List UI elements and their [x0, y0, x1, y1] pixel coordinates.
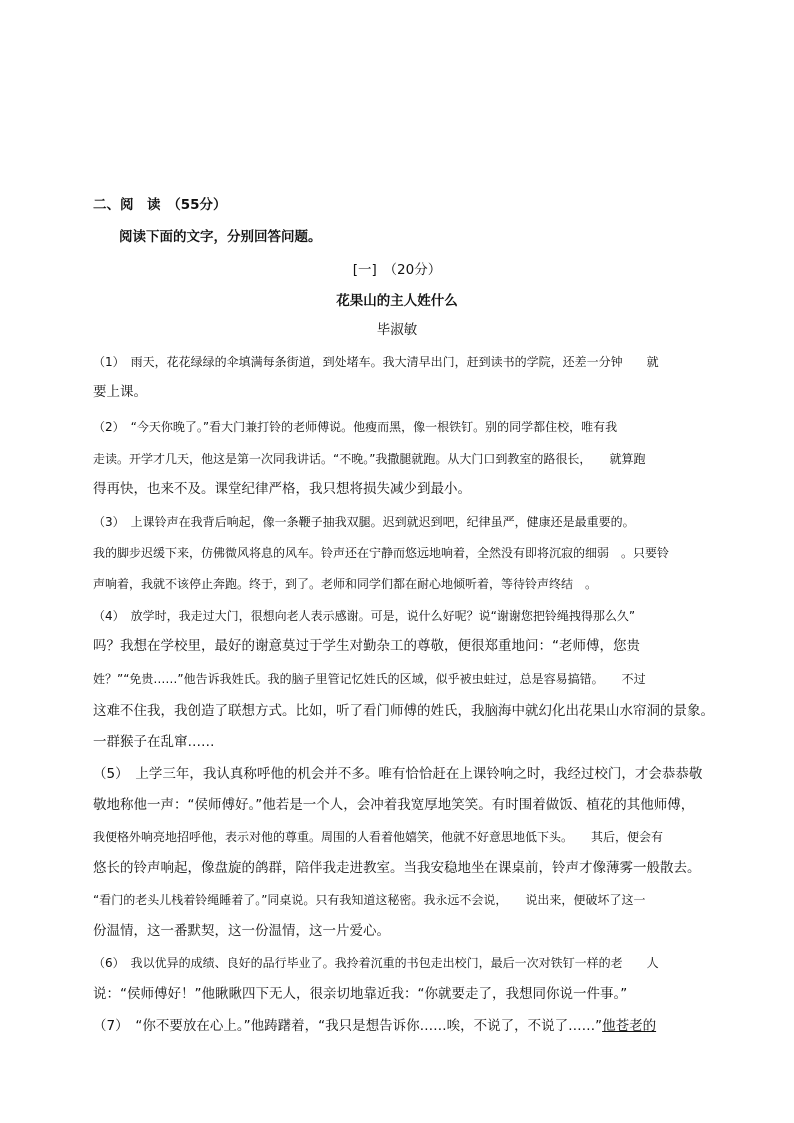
article-line-18: “看门的老头儿栈着铃绳睡着了。”同桌说。只有我知道这秘密。我永远不会说， 说出来，便破坏了这一	[93, 893, 646, 907]
section-heading: 二、阅 读 （55分）	[93, 197, 227, 213]
article-line-1: （1） 雨天，花花绿绿的伞填满每条街道，到处堵车。我大清早出门，赶到读书的学院，还差一分钟 就	[93, 355, 659, 369]
article-line-14: （5） 上学三年，我认真称呼他的机会并不多。唯有恰恰赶在上课铃响之时，我经过校门，才会恭恭敬	[93, 766, 703, 782]
article-line-21: 说：“侯师傅好！”他瞅瞅四下无人，很亲切地靠近我：“你就要走了，我想同你说一件事。”	[93, 986, 628, 1002]
article-line-20: （6） 我以优异的成绩、良好的品行毕业了。我拎着沉重的书包走出校门，最后一次对铁钉一样的老 人	[93, 956, 659, 970]
article-line-10: 吗？我想在学校里，最好的谢意莫过于学生对勤杂工的尊敬，便很郑重地问：“老师傅，您贵	[93, 638, 640, 654]
article-line-13: 一群猴子在乱窜……	[93, 734, 215, 750]
article-line-3: （2） “今天你晚了。”看大门兼打铃的老师傅说。他瘦而黑，像一根铁钉。别的同学都住校，唯有我	[93, 420, 618, 434]
article-line-16: 我便格外响亮地招呼他，表示对他的尊重。周围的人看着他嬉笑，他就不好意思地低下头。 其后，便会有	[93, 830, 664, 844]
article-line-2: 要上课。	[93, 384, 147, 400]
article-line-12: 这难不住我，我创造了联想方式。比如，听了看门师傅的姓氏，我脑海中就幻化出花果山水帘洞的景象。	[93, 703, 714, 719]
article-line-17: 悠长的铃声响起，像盘旋的鸽群，陪伴我走进教室。当我安稳地坐在课桌前，铃声才像薄雾一般散去。	[93, 860, 701, 876]
part-label: [一] （20分）	[352, 262, 442, 278]
article-line-11: 姓？”“免贵……”他告诉我姓氏。我的脑子里管记忆姓氏的区域，似乎被虫蛀过，总是容易搞错。 不过	[93, 672, 646, 686]
article-line-8: 声响着，我就不该停止奔跑。终于，到了。老师和同学们都在耐心地倾听着，等待铃声终结 。	[93, 577, 598, 591]
article-line-22-text: （7） “你不要放在心上。”他踌躇着，“我只是想告诉你……唉，不说了，不说了……”	[93, 1018, 603, 1034]
article-line-19: 份温情，这一番默契，这一份温情，这一片爱心。	[93, 923, 390, 939]
article-line-4: 走读。开学才几天，他这是第一次同我讲话。“不晚。”我撒腿就跑。从大门口到教室的路很长， 就算跑	[93, 452, 646, 466]
article-line-22	[93, 1017, 656, 1035]
article-author: 毕淑敏	[376, 322, 418, 338]
article-line-7: 我的脚步迟缓下来，仿佛微风将息的风车。铃声还在宁静而悠远地响着，全然没有即将沉寂的细弱 。只要铃	[93, 546, 670, 560]
article-line-6: （3） 上课铃声在我背后响起，像一条鞭子抽我双腿。迟到就迟到吧，纪律虽严，健康还是最重要的。	[93, 515, 635, 529]
article-line-5: 得再快，也来不及。课堂纪律严格，我只想将损失减少到最小。	[93, 481, 471, 497]
section-instruction: 阅读下面的文字，分别回答问题。	[119, 229, 322, 245]
article-title: 花果山的主人姓什么	[336, 293, 458, 309]
article-line-9: （4） 放学时，我走过大门，很想向老人表示感谢。可是，说什么好呢？说“谢谢您把铃绳拽得那么久”	[93, 609, 636, 623]
article-line-22-underlined: 他苍老的	[602, 1018, 657, 1034]
article-line-15: 敬地称他一声：“侯师傅好。”他若是一个人，会冲着我宽厚地笑笑。有时围着做饭、植花的其他师傅，	[93, 797, 695, 813]
